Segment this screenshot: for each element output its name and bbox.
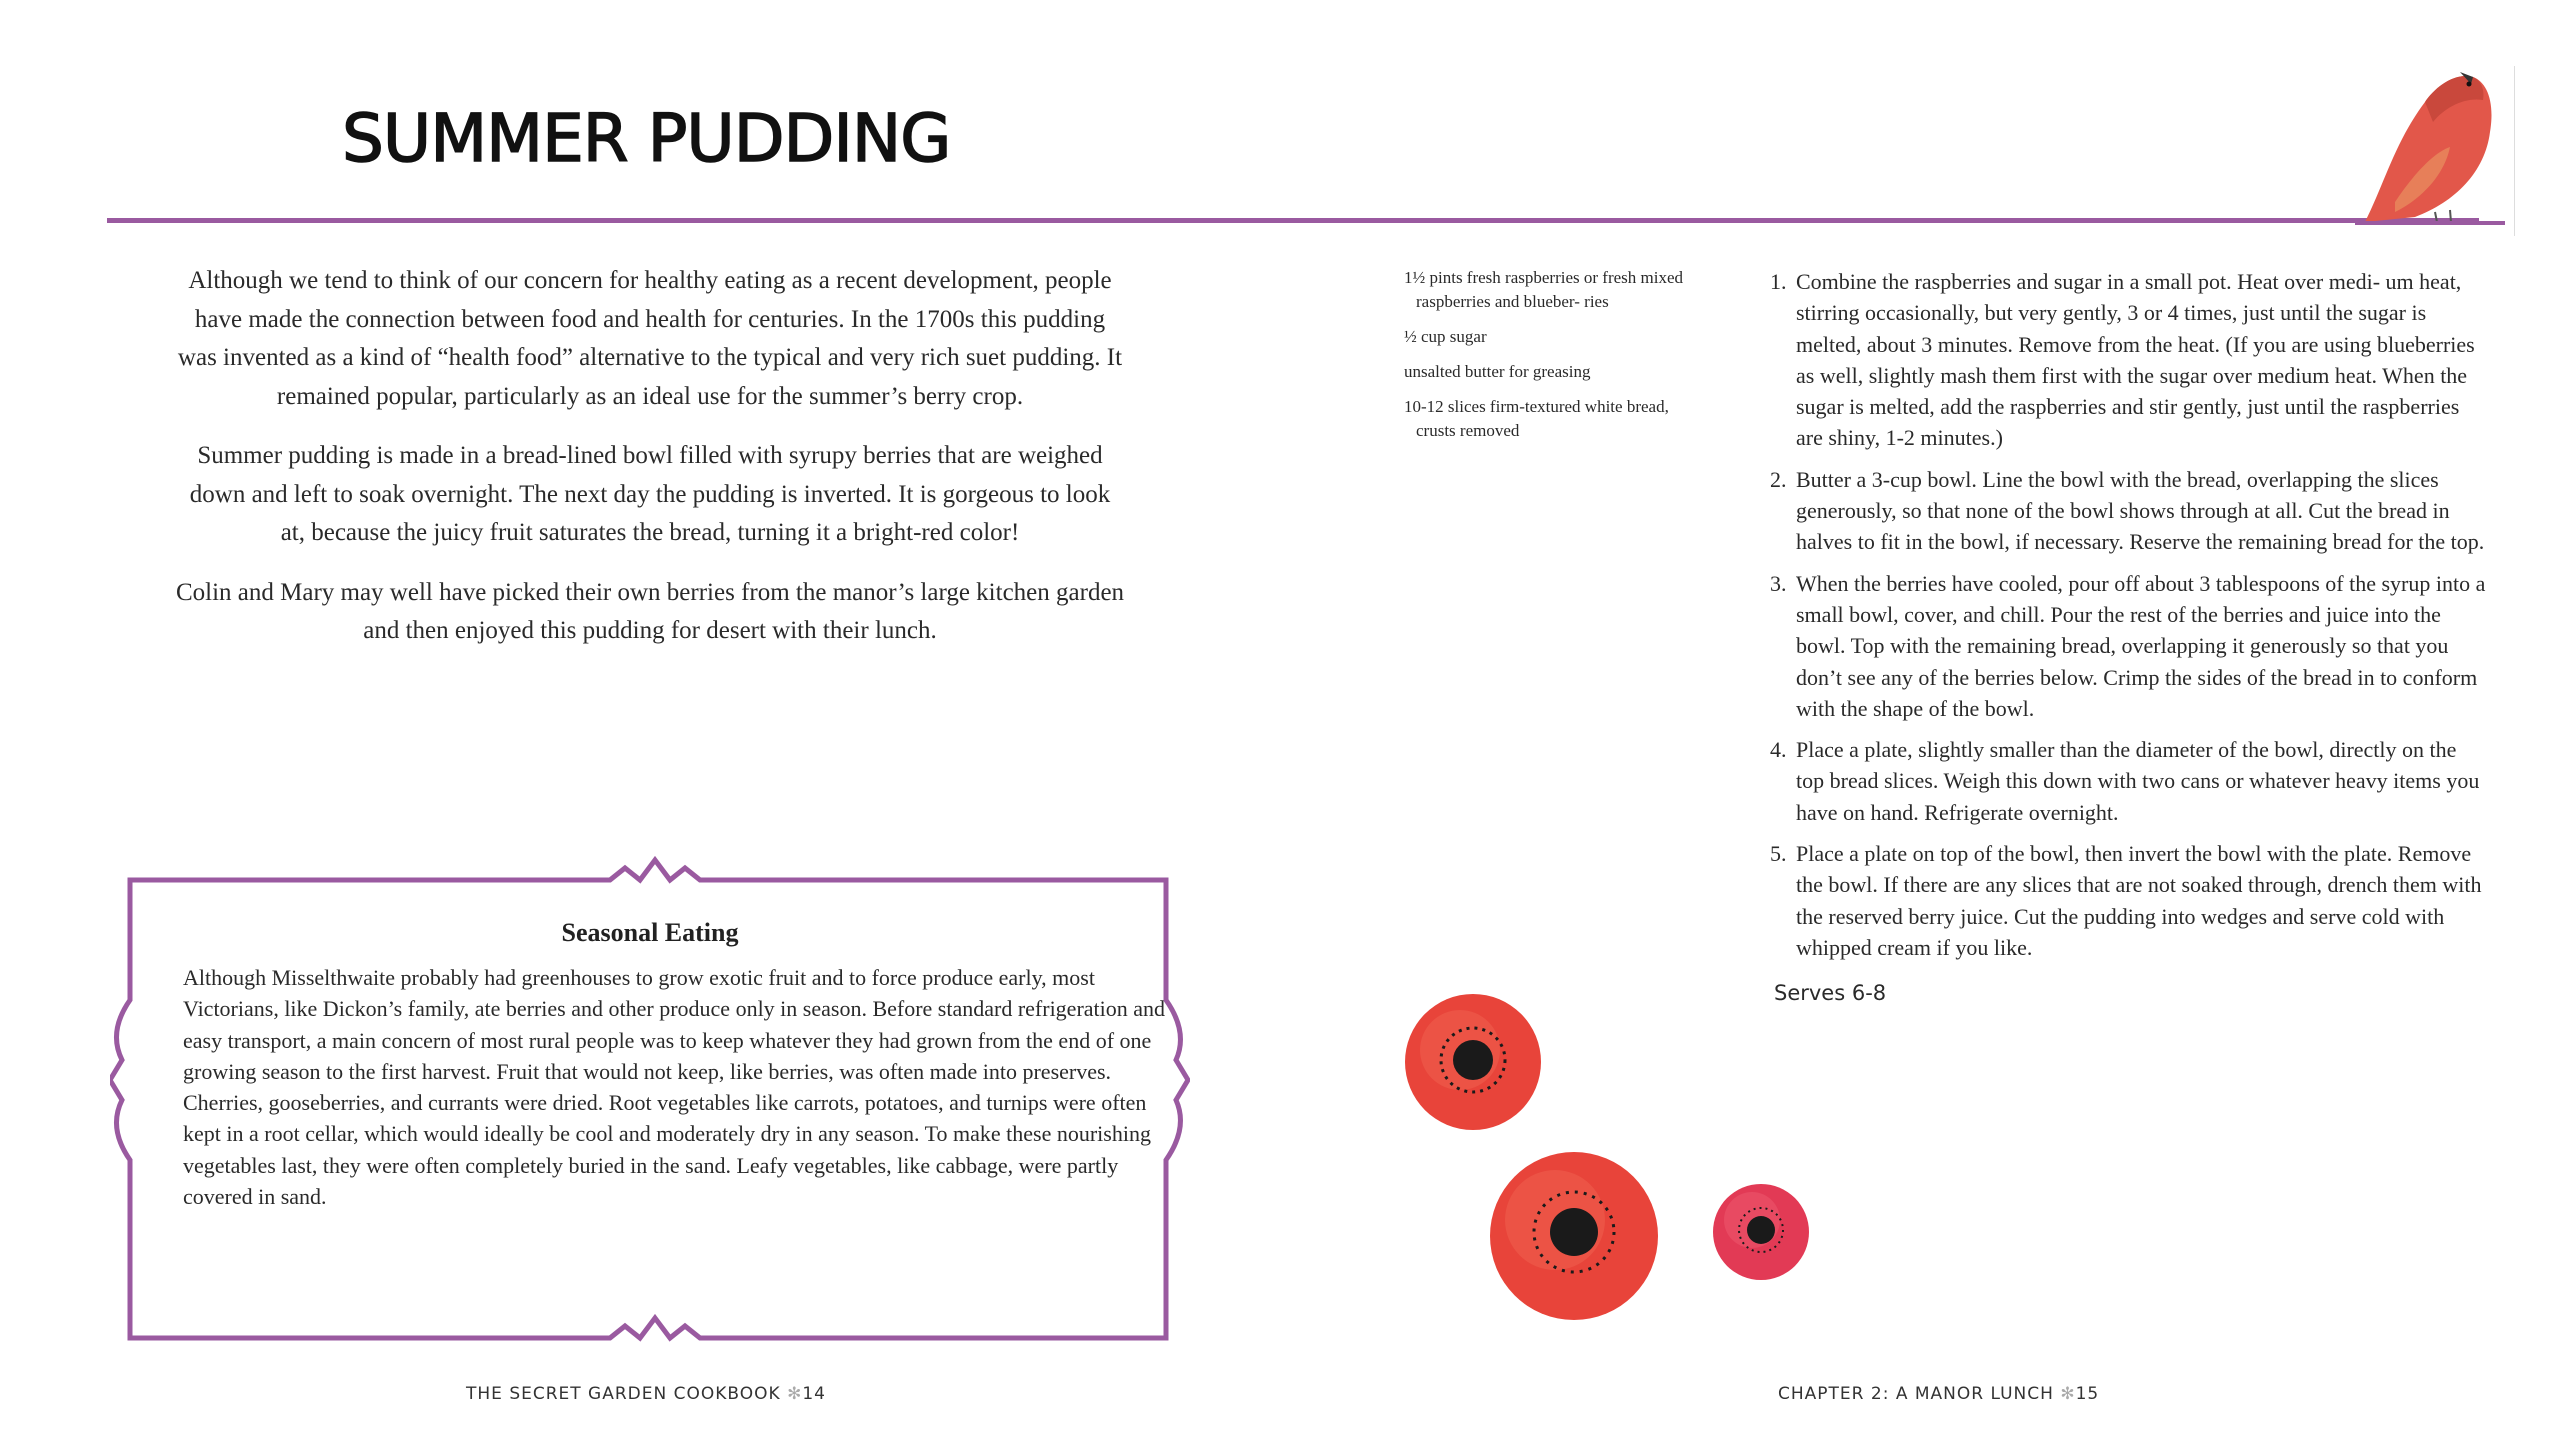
footer-left <box>466 1384 826 1404</box>
step-number: 4. <box>1770 737 1787 763</box>
robin-illustration-icon <box>2355 62 2505 232</box>
serves-count: Serves 6-8 <box>1774 981 1887 1006</box>
page-number: 14 <box>802 1384 826 1404</box>
separator-icon: ✻ <box>2060 1384 2076 1404</box>
instruction-step <box>1770 568 2490 724</box>
instruction-step <box>1770 266 2490 454</box>
instruction-step <box>1770 838 2490 963</box>
title-divider <box>107 218 2479 223</box>
sidebar-box <box>110 850 1190 1350</box>
poppies-illustration-icon <box>1390 980 1850 1320</box>
poppy-icon <box>1713 1184 1809 1280</box>
step-text: When the berries have cooled, pour off about 3 tablespoons of the syrup into a small bowl, cover, and chill. Pour the rest of the berries and juice into the bowl. Top with the remaining bread, overlapping it generously so that you don’t see any of the berries below. Crimp the sides of the bread in to conform with the shape of the bowl. <box>1796 570 2486 721</box>
page-number: 15 <box>2075 1384 2100 1404</box>
footer-right <box>1778 1384 2099 1404</box>
step-number: 5. <box>1770 841 1787 867</box>
poppy-icon <box>1490 1152 1658 1320</box>
step-text: Combine the raspberries and sugar in a small pot. Heat over medi- um heat, stirring occasionally, but very gently, 3 or 4 times, just until the sugar is melted, about 3 minutes. Remove from the heat. (If you are using blueberries as well, slightly mash them first with the sugar over medium heat. When the sugar is melted, add the raspberries and stir gently, just until the raspberries are shiny, 1-2 minutes.) <box>1796 269 2475 451</box>
sidebar-title: Seasonal Eating <box>561 918 739 947</box>
ingredient-item: 1½ pints fresh raspberries or fresh mixed raspberries and blueber- ries <box>1404 268 1684 311</box>
book-title: THE SECRET GARDEN COOKBOOK <box>466 1384 781 1404</box>
step-number: 1. <box>1770 269 1787 294</box>
intro-paragraph: Summer pudding is made in a bread-lined bowl filled with syrupy berries that are weighed down and left to soak overnight. The next day the pudding is inverted. It is gorgeous to look at, because the juicy fruit saturates the bread, turning it a bright-red color! <box>189 442 1111 546</box>
chapter-title: CHAPTER 2: A MANOR LUNCH <box>1778 1384 2054 1404</box>
separator-icon: ✻ <box>787 1384 803 1404</box>
instruction-step <box>1770 734 2490 828</box>
ingredient-item: ½ cup sugar <box>1404 327 1487 346</box>
intro-paragraph: Colin and Mary may well have picked their own berries from the manor’s large kitchen garden and then enjoyed this pudding for desert with their lunch. <box>175 578 1125 644</box>
instruction-step <box>1770 464 2490 558</box>
instructions-list <box>1770 266 2490 963</box>
intro-text <box>175 262 1125 672</box>
step-number: 2. <box>1770 466 1787 492</box>
step-text: Butter a 3-cup bowl. Line the bowl with the bread, overlapping the slices generously, so that none of the bowl shows through at all. Cut the bread in halves to fit in the bowl, if necessary. Reserve the remaining bread for the top. <box>1796 466 2485 555</box>
page-title: SUMMER PUDDING <box>342 100 951 177</box>
step-text: Place a plate on top of the bowl, then invert the bowl with the plate. Remove the bowl. If there are any slices that are not soaked through, drench them with the reserved berry juice. Cut the pudding into wedges and serve cold with whipped cream if you like. <box>1796 841 2482 960</box>
ingredient-item: 10-12 slices firm-textured white bread, crusts removed <box>1404 397 1669 440</box>
ingredients-list <box>1404 266 1704 454</box>
step-number: 3. <box>1770 570 1787 596</box>
page-edge-line <box>2514 66 2515 236</box>
sidebar-body: Although Misselthwaite probably had greenhouses to grow exotic fruit and to force produce early, most Victorians, like Dickon’s family, ate berries and other produce only in season. Before standard refrigeration and easy transport, a main concern of most rural people was to keep whatever they had grown from the end of one growing season to the first harvest. Fruit that would not keep, like berries, was often made into preserves. Cherries, gooseberries, and currants were dried. Root vegetables like carrots, potatoes, and turnips were often kept in a root cellar, which would ideally be cool and moderately dry in any season. To make these nourishing vegetables last, they were often completely buried in the sand. Leafy vegetables, like cabbage, were partly covered in sand. <box>183 965 1166 1210</box>
instructions-column <box>1770 266 2490 1005</box>
ingredient-item: unsalted butter for greasing <box>1404 362 1591 381</box>
poppy-icon <box>1405 994 1541 1130</box>
step-text: Place a plate, slightly smaller than the diameter of the bowl, directly on the top bread slices. Weigh this down with two cans or whatever heavy items you have on hand. Refrigerate overnight. <box>1796 737 2480 825</box>
intro-paragraph: Although we tend to think of our concern for healthy eating as a recent development, people have made the connection between food and health for centuries. In the 1700s this pudding was invented as a kind of “health food” alternative to the typical and very rich suet pudding. It remained popular, particularly as an ideal use for the summer’s berry crop. <box>177 267 1123 410</box>
